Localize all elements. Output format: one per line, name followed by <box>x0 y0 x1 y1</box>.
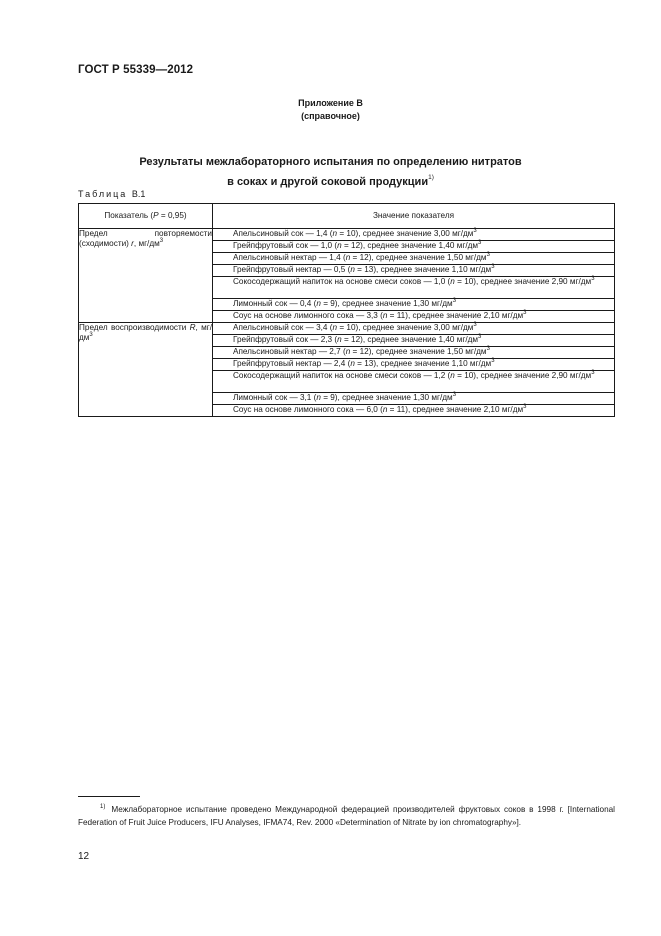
value-text-post: = 10), среднее значение 2,90 мг/дм <box>454 371 592 380</box>
indicator-symbol: R <box>189 323 196 332</box>
value-text: Апельсиновый нектар — 1,4 ( <box>233 253 346 262</box>
value-n: n <box>345 347 351 356</box>
value-cell <box>213 347 615 359</box>
section-title-line1: Результаты межлабораторного испытания по определению нитратов <box>139 156 522 168</box>
header-indicator-p: P <box>153 211 159 220</box>
value-cell <box>213 335 615 347</box>
value-text-post: = 13), среднее значение 1,10 мг/дм <box>354 359 492 368</box>
value-unit-power: 3 <box>591 276 595 282</box>
value-cell <box>213 359 615 371</box>
table-caption-number: В.1 <box>131 189 146 199</box>
value-unit-power: 3 <box>452 298 457 304</box>
value-text-post: = 12), среднее значение 1,50 мг/дм <box>350 253 487 262</box>
indicator-unit: , мг/дм <box>79 323 212 342</box>
header-indicator-prefix: Показатель ( <box>104 211 154 220</box>
value-unit-power: 3 <box>486 346 490 352</box>
appendix-heading <box>0 97 661 123</box>
indicator-symbol: r <box>131 239 134 248</box>
section-title <box>0 155 661 190</box>
value-n: n <box>350 359 355 368</box>
value-text-post: = 10), среднее значение 2,90 мг/дм <box>454 277 592 286</box>
value-unit-power: 3 <box>478 240 482 246</box>
value-n: n <box>350 265 355 274</box>
indicator-unit-power: 3 <box>89 332 93 338</box>
value-unit-power: 3 <box>523 404 527 410</box>
value-text-post: = 13), среднее значение 1,10 мг/дм <box>354 265 492 274</box>
indicator-text: Предел воспроизводимости <box>79 323 190 332</box>
appendix-title: Приложение В <box>298 98 363 108</box>
value-text-post: = 12), среднее значение 1,40 мг/дм <box>341 241 479 250</box>
value-cell <box>213 265 615 277</box>
section-title-line2-text: в соках и другой соковой продукции <box>227 176 429 188</box>
results-table <box>78 203 615 417</box>
value-unit-power: 3 <box>473 322 477 328</box>
value-n: n <box>450 277 455 286</box>
indicator-text: Предел повторяемости (сходимости) <box>79 229 212 248</box>
table-caption <box>78 189 145 199</box>
appendix-subtitle: (справочное) <box>301 111 360 121</box>
value-cell <box>213 311 615 323</box>
value-n: n <box>337 241 342 250</box>
value-line <box>213 241 614 251</box>
table-row <box>79 229 615 241</box>
value-cell <box>213 393 615 405</box>
value-n: n <box>316 393 321 402</box>
indicator-cell <box>79 323 213 417</box>
value-text: Грейпфрутовый нектар — 0,5 ( <box>233 265 351 274</box>
value-text-post: = 12), среднее значение 1,50 мг/дм <box>350 347 487 356</box>
value-unit-power: 3 <box>591 370 595 376</box>
value-text: Апельсиновый нектар — 2,7 ( <box>233 347 346 356</box>
value-text-post: = 10), среднее значение 3,00 мг/дм <box>337 323 474 332</box>
indicator-unit-power: 3 <box>159 238 164 244</box>
value-line <box>213 277 614 287</box>
document-code: ГОСТ Р 55339—2012 <box>78 64 194 76</box>
value-text-post: = 12), среднее значение 1,40 мг/дм <box>341 335 479 344</box>
indicator-cell <box>79 229 213 323</box>
value-text-post: = 9), среднее значение 1,30 мг/дм <box>320 393 453 402</box>
page-number: 12 <box>78 851 90 862</box>
value-n: n <box>332 229 338 238</box>
value-text: Грейпфрутовый нектар — 2,4 ( <box>233 359 351 368</box>
footnote-text: Межлабораторное испытание проведено Международной федерацией производителей фруктовых соков в 1998 г. [International Federation of Fruit Juice Producers, IFU Analyses, IFMA74, Rev. 2000 «Determination of Nitrate by ion chromatography»]. <box>78 805 615 827</box>
value-text: Соус на основе лимонного сока — 6,0 ( <box>233 405 383 414</box>
value-line <box>213 335 614 345</box>
value-text: Сокосодержащий напиток на основе смеси соков — 1,2 ( <box>233 371 451 380</box>
value-unit-power: 3 <box>478 334 482 340</box>
value-n: n <box>337 335 342 344</box>
footnote-separator <box>78 796 140 797</box>
value-text: Лимонный сок — 0,4 ( <box>233 299 317 308</box>
value-text: Грейпфрутовый сок — 1,0 ( <box>233 241 338 250</box>
value-unit-power: 3 <box>486 252 490 258</box>
value-text-post: = 10), среднее значение 3,00 мг/дм <box>337 229 474 238</box>
value-unit-power: 3 <box>491 264 495 270</box>
indicator-unit: , мг/дм <box>133 239 160 248</box>
value-line <box>213 323 614 333</box>
value-cell <box>213 253 615 265</box>
value-line <box>213 371 614 381</box>
value-unit-power: 3 <box>491 358 495 364</box>
value-text: Апельсиновый сок — 3,4 ( <box>233 323 333 332</box>
value-line <box>213 405 614 415</box>
table-caption-word: Таблица <box>78 189 128 199</box>
value-text-post: = 11), среднее значение 2,10 мг/дм <box>387 311 524 320</box>
value-text-post: = 9), среднее значение 1,30 мг/дм <box>320 299 453 308</box>
value-unit-power: 3 <box>523 310 527 316</box>
table-row <box>79 323 615 335</box>
footnote-mark: 1) <box>100 804 106 810</box>
value-text: Грейпфрутовый сок — 2,3 ( <box>233 335 338 344</box>
footnote-reference: 1) <box>428 174 434 181</box>
header-indicator-suffix: = 0,95) <box>158 211 187 220</box>
value-line <box>213 253 614 263</box>
value-n: n <box>382 405 388 414</box>
value-n: n <box>382 311 388 320</box>
value-line <box>213 299 614 309</box>
value-n: n <box>332 323 338 332</box>
value-cell <box>213 405 615 417</box>
value-line <box>213 393 614 403</box>
value-cell <box>213 371 615 393</box>
value-text: Сокосодержащий напиток на основе смеси соков — 1,0 ( <box>233 277 451 286</box>
value-cell <box>213 323 615 335</box>
section-title-line2 <box>0 170 661 190</box>
header-value: Значение показателя <box>213 204 615 229</box>
table-body <box>79 229 615 417</box>
value-line <box>213 347 614 357</box>
header-indicator <box>79 204 213 229</box>
value-line <box>213 265 614 275</box>
value-cell <box>213 229 615 241</box>
value-n: n <box>450 371 455 380</box>
value-unit-power: 3 <box>473 228 477 234</box>
value-text: Апельсиновый сок — 1,4 ( <box>233 229 333 238</box>
value-n: n <box>316 299 321 308</box>
footnote <box>78 801 615 829</box>
value-unit-power: 3 <box>452 392 457 398</box>
value-cell <box>213 299 615 311</box>
value-cell <box>213 241 615 253</box>
value-cell <box>213 277 615 299</box>
value-line <box>213 311 614 321</box>
value-text: Лимонный сок — 3,1 ( <box>233 393 317 402</box>
value-text: Соус на основе лимонного сока — 3,3 ( <box>233 311 383 320</box>
value-text-post: = 11), среднее значение 2,10 мг/дм <box>387 405 524 414</box>
value-line <box>213 359 614 369</box>
value-n: n <box>345 253 351 262</box>
value-line <box>213 229 614 239</box>
table-header-row <box>79 204 615 229</box>
